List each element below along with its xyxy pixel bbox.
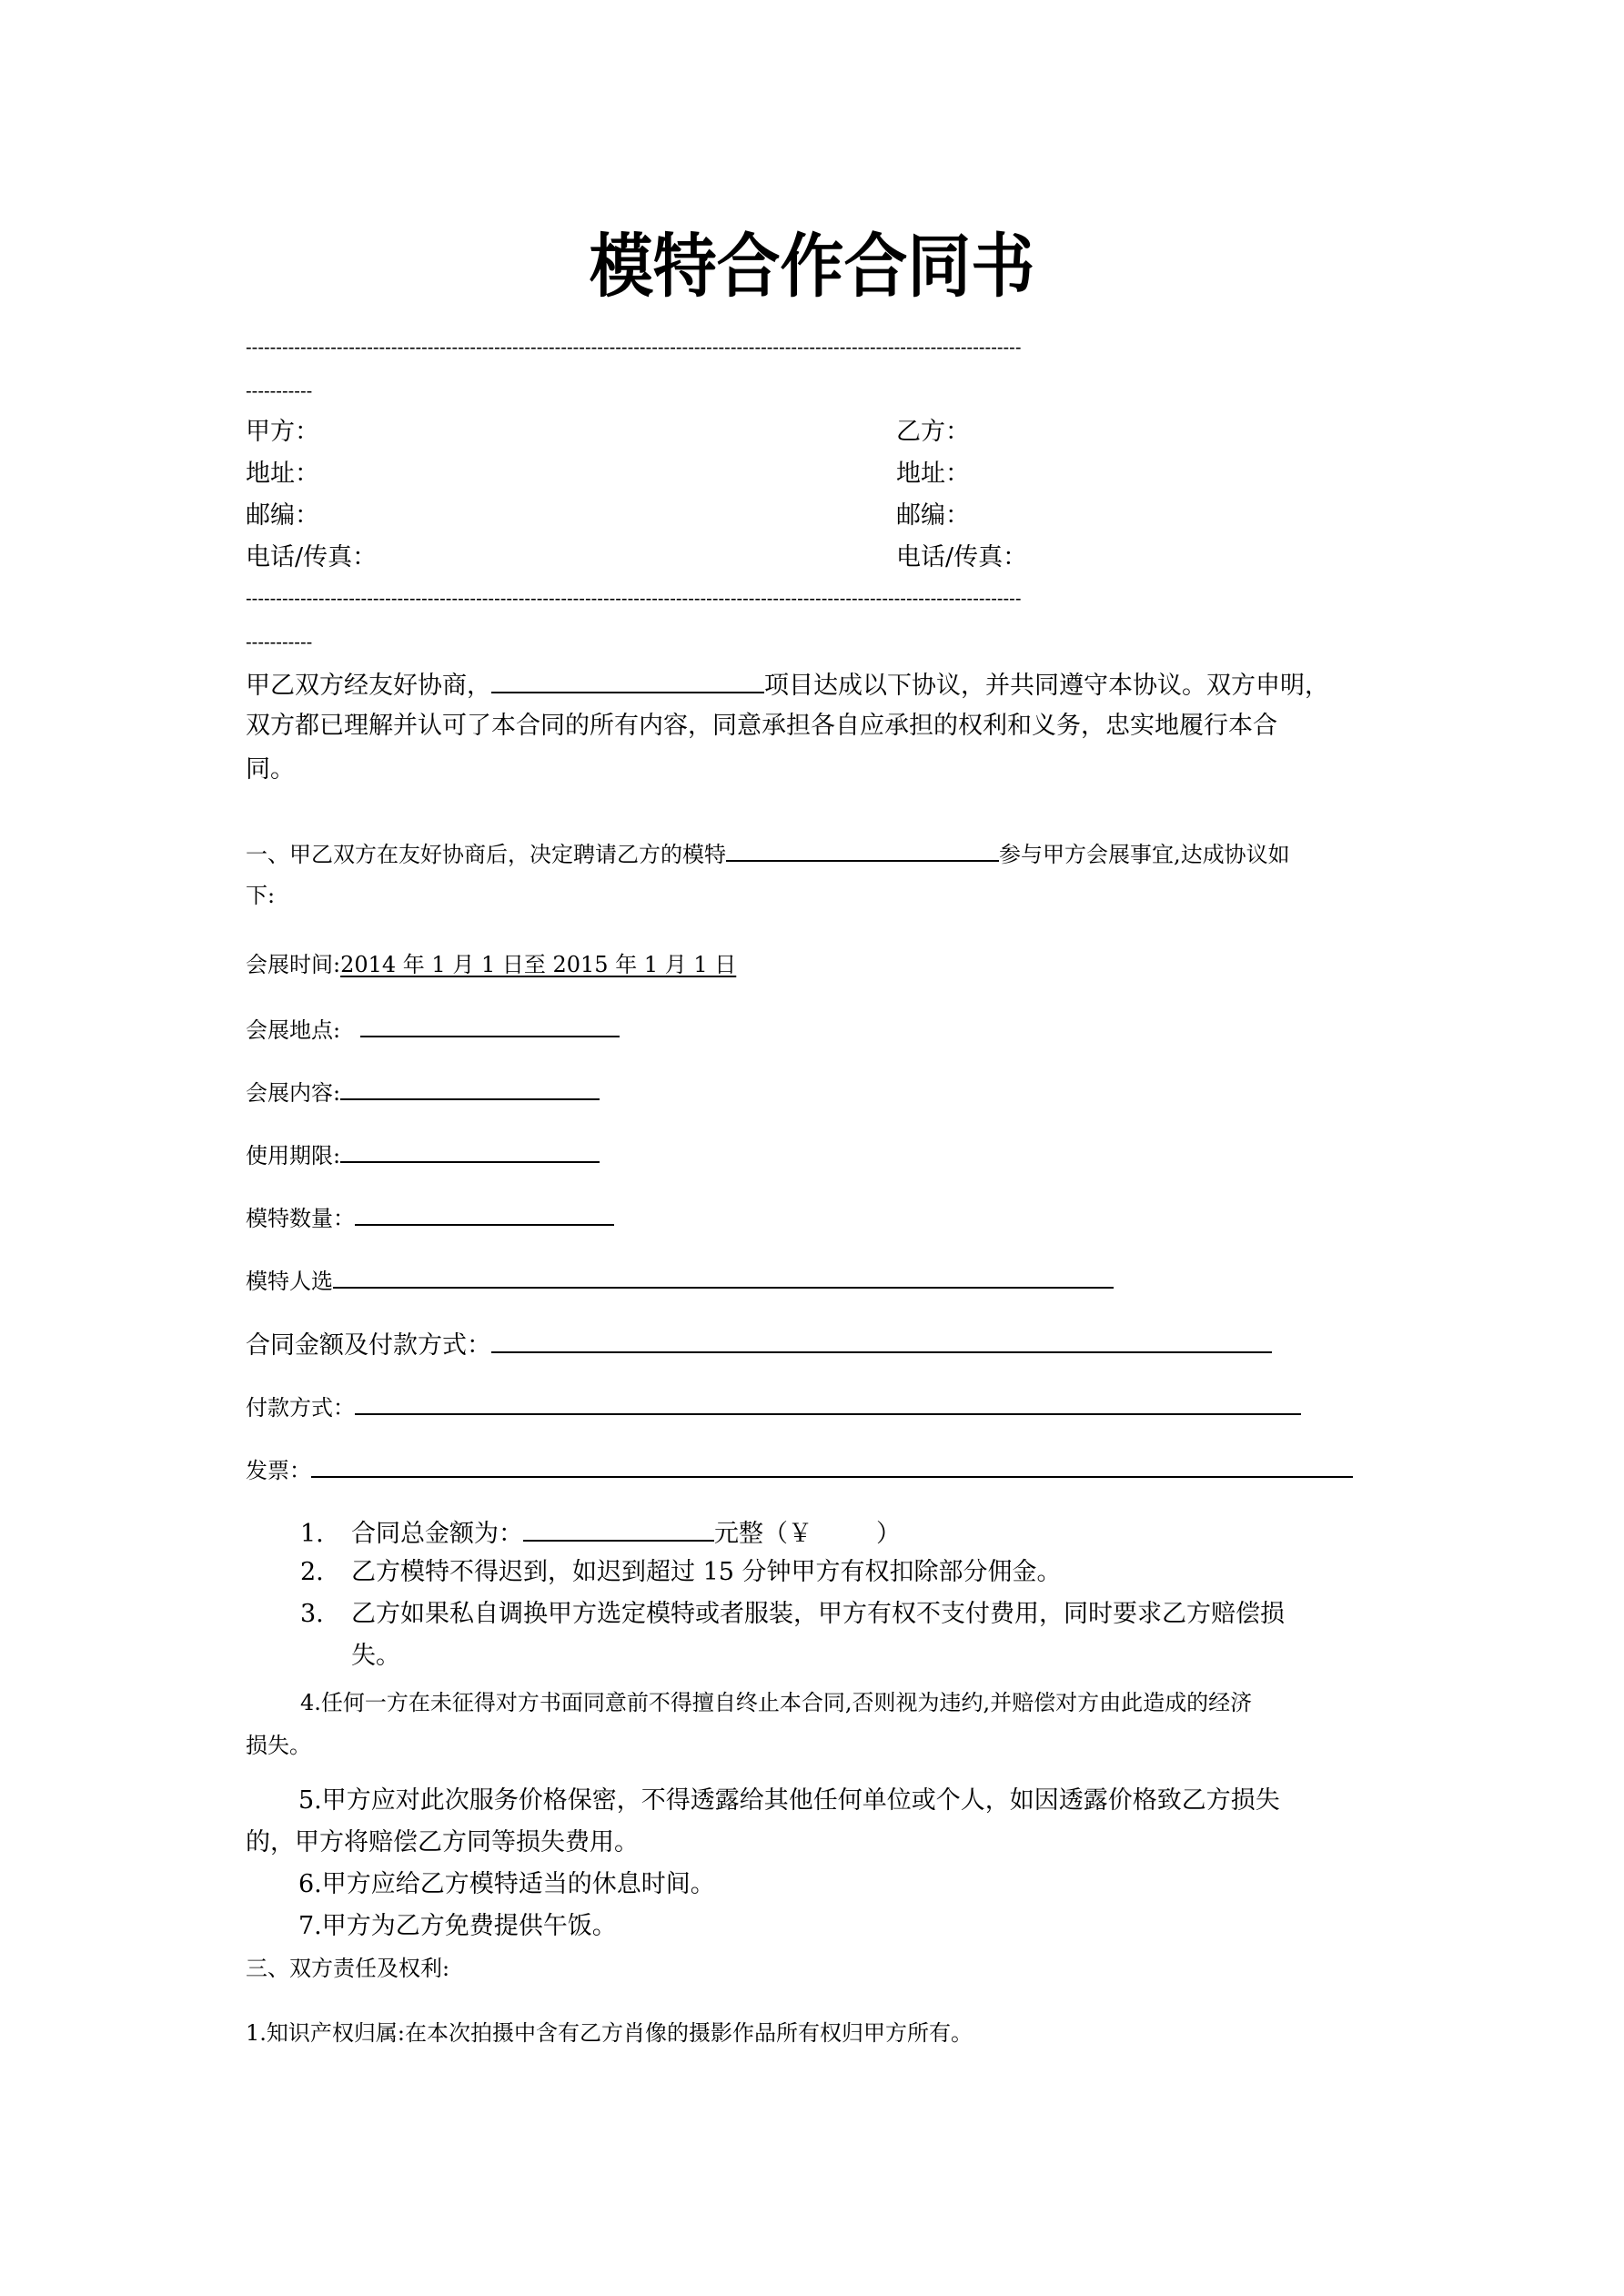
party-a-phone-label: 电话/传真： — [246, 543, 378, 571]
list-item-1 — [300, 1515, 901, 1550]
exhibition-time-label: 会展时间: — [246, 952, 341, 977]
section-1-line-1 — [246, 838, 1290, 869]
list-item-1-currency-text: 元整（￥ — [714, 1520, 812, 1548]
model-agency-blank[interactable] — [726, 838, 999, 862]
list-item-2 — [300, 1557, 1062, 1588]
clause-4-line-1: 4.任何一方在未征得对方书面同意前不得擅自终止本合同,否则视为违约,并赔偿对方由此造成的经济 — [300, 1690, 1253, 1715]
section-1-line-2: 下: — [246, 883, 276, 908]
amount-payment-label: 合同金额及付款方式： — [246, 1331, 491, 1360]
list-item-1-number: 1. — [300, 1520, 324, 1548]
exhibition-content-label: 会展内容: — [246, 1080, 341, 1106]
clause-5-line-1: 5.甲方应对此次服务价格保密，不得透露给其他任何单位或个人，如因透露价格致乙方损失 — [298, 1786, 1280, 1815]
usage-period-blank[interactable] — [340, 1139, 600, 1163]
list-item-2-text: 乙方模特不得迟到，如迟到超过 15 分钟甲方有权扣除部分佣金。 — [351, 1558, 1062, 1586]
document-title: 模特合作合同书 — [589, 226, 1035, 307]
section-1-text-1: 一、甲乙双方在友好协商后，决定聘请乙方的模特 — [246, 842, 726, 867]
invoice-blank[interactable] — [311, 1454, 1353, 1478]
intro-text-1: 甲乙双方经友好协商， — [246, 672, 491, 700]
payment-method-label: 付款方式： — [246, 1395, 355, 1421]
invoice-row — [246, 1454, 1353, 1485]
model-count-blank[interactable] — [355, 1202, 614, 1226]
clause-5-line-2: 的，甲方将赔偿乙方同等损失费用。 — [246, 1828, 639, 1856]
party-a-label: 甲方： — [246, 418, 319, 446]
list-item-2-number: 2. — [300, 1558, 324, 1586]
party-a-postcode-label: 邮编： — [246, 501, 319, 530]
clause-4-line-2: 损失。 — [246, 1733, 311, 1758]
payment-method-row — [246, 1391, 1301, 1422]
section-3-item-1: 1.知识产权归属:在本次拍摄中含有乙方肖像的摄影作品所有权归甲方所有。 — [246, 2020, 973, 2046]
model-candidates-row — [246, 1265, 1114, 1296]
exhibition-location-blank[interactable] — [360, 1014, 620, 1037]
exhibition-content-row — [246, 1077, 600, 1108]
clause-6: 6.甲方应给乙方模特适当的休息时间。 — [298, 1870, 715, 1898]
usage-period-label: 使用期限: — [246, 1143, 341, 1168]
intro-text-2: 项目达成以下协议，并共同遵守本协议。双方申明， — [764, 672, 1329, 700]
exhibition-content-blank[interactable] — [340, 1077, 600, 1100]
list-item-3-continuation: 失。 — [351, 1642, 400, 1670]
clause-7: 7.甲方为乙方免费提供午饭。 — [298, 1912, 617, 1940]
intro-line-3: 同。 — [246, 755, 295, 784]
party-b-label: 乙方： — [896, 418, 970, 446]
exhibition-location-label: 会展地点: — [246, 1017, 341, 1043]
model-candidates-blank[interactable] — [333, 1265, 1114, 1289]
divider-top-tail: ----------- — [246, 381, 313, 401]
intro-line-1 — [246, 667, 1329, 702]
payment-method-blank[interactable] — [355, 1391, 1301, 1415]
section-1-text-2: 参与甲方会展事宜,达成协议如 — [999, 842, 1290, 867]
exhibition-time-value[interactable]: 2014 年 1 月 1 日至 2015 年 1 月 1 日 — [340, 952, 737, 977]
list-item-3 — [300, 1599, 1285, 1630]
model-candidates-label: 模特人选 — [246, 1269, 333, 1294]
list-item-1-text: 合同总金额为： — [351, 1520, 523, 1548]
list-item-1-close: ） — [876, 1520, 901, 1548]
model-count-row — [246, 1202, 614, 1233]
party-b-postcode-label: 邮编： — [896, 501, 970, 530]
list-item-3-number: 3. — [300, 1600, 324, 1628]
total-amount-blank[interactable] — [523, 1515, 714, 1542]
party-b-phone-label: 电话/传真： — [896, 543, 1028, 571]
model-count-label: 模特数量： — [246, 1206, 355, 1231]
divider-top: -------------------------------------------------------------------------------------------------------------------------------- — [246, 339, 1022, 357]
amount-payment-blank[interactable] — [491, 1327, 1272, 1353]
section-3-heading: 三、双方责任及权利: — [246, 1956, 450, 1981]
list-item-3-text: 乙方如果私自调换甲方选定模特或者服装，甲方有权不支付费用，同时要求乙方赔偿损 — [351, 1600, 1285, 1628]
project-name-blank[interactable] — [491, 667, 764, 693]
usage-period-row — [246, 1139, 600, 1170]
divider-middle-tail: ----------- — [246, 632, 313, 652]
exhibition-time-row — [246, 950, 736, 979]
exhibition-location-row — [246, 1014, 620, 1045]
party-a-address-label: 地址： — [246, 460, 319, 488]
amount-payment-row — [246, 1327, 1272, 1361]
divider-middle: -------------------------------------------------------------------------------------------------------------------------------- — [246, 590, 1022, 608]
invoice-label: 发票： — [246, 1458, 311, 1483]
party-b-address-label: 地址： — [896, 460, 970, 488]
intro-line-2: 双方都已理解并认可了本合同的所有内容，同意承担各自应承担的权利和义务，忠实地履行本合 — [246, 712, 1277, 740]
